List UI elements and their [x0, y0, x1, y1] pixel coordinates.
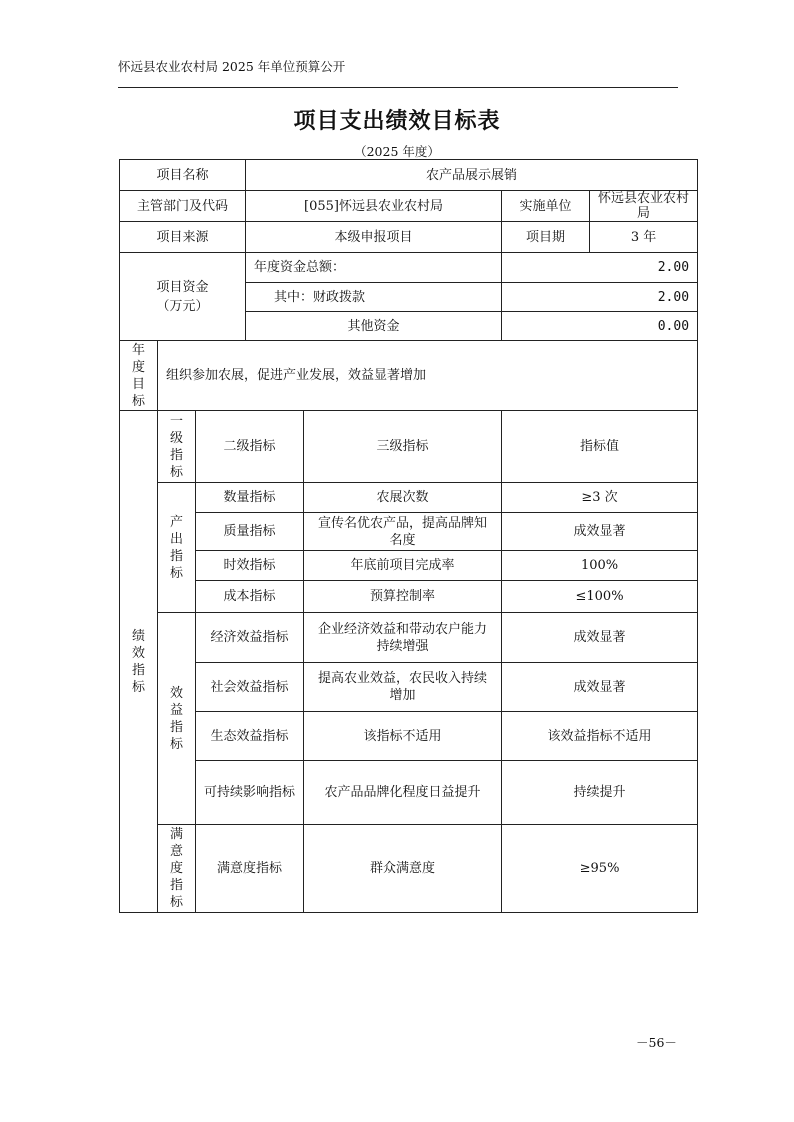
level3-cell: 宣传名优农产品，提高品牌知名度 — [304, 513, 502, 551]
level3-cell: 该指标不适用 — [304, 712, 502, 761]
row-project-name — [120, 160, 698, 191]
level2-cell: 满意度指标 — [196, 825, 304, 913]
row-annual-goal — [120, 341, 698, 411]
funds-other-value: 0.00 — [502, 312, 698, 341]
table-row — [120, 483, 698, 513]
value-cell: 成效显著 — [502, 663, 698, 712]
value-cell: 成效显著 — [502, 613, 698, 663]
performance-target-table — [119, 159, 698, 913]
level2-cell: 生态效益指标 — [196, 712, 304, 761]
level2-cell: 可持续影响指标 — [196, 761, 304, 825]
level1-header: 一 级 指 标 — [158, 411, 196, 483]
row-department — [120, 191, 698, 222]
level3-cell: 群众满意度 — [304, 825, 502, 913]
dept-label: 主管部门及代码 — [120, 191, 246, 222]
table-row — [120, 712, 698, 761]
period-label: 项目期 — [502, 222, 590, 253]
page-number: －56－ — [636, 1035, 677, 1050]
page-title: 项目支出绩效目标表 — [293, 109, 501, 134]
level2-cell: 社会效益指标 — [196, 663, 304, 712]
source-label: 项目来源 — [120, 222, 246, 253]
value-cell: 持续提升 — [502, 761, 698, 825]
annual-goal-label: 年 度 目 标 — [120, 341, 158, 411]
level3-cell: 年底前项目完成率 — [304, 551, 502, 581]
level2-cell: 成本指标 — [196, 581, 304, 613]
impl-value: 怀远县农业农村局 — [590, 191, 698, 222]
level3-cell: 企业经济效益和带动农户能力持续增强 — [304, 613, 502, 663]
value-cell: 100% — [502, 551, 698, 581]
table-row — [120, 581, 698, 613]
funds-total-value: 2.00 — [502, 253, 698, 283]
level2-cell: 经济效益指标 — [196, 613, 304, 663]
impl-label: 实施单位 — [502, 191, 590, 222]
page-header: 怀远县农业农村局 2025 年单位预算公开 — [118, 59, 346, 74]
table-row — [120, 663, 698, 712]
row-source — [120, 222, 698, 253]
table-row — [120, 513, 698, 551]
table-row — [120, 761, 698, 825]
annual-goal-text: 组织参加农展，促进产业发展，效益显著增加 — [158, 341, 698, 411]
fiscal-year-subtitle: （2025 年度） — [354, 144, 440, 159]
dept-value: [055]怀远县农业农村局 — [246, 191, 502, 222]
funds-total-label: 年度资金总额： — [246, 253, 502, 283]
level3-header: 三级指标 — [304, 411, 502, 483]
level3-cell: 提高农业效益，农民收入持续增加 — [304, 663, 502, 712]
project-name-label: 项目名称 — [120, 160, 246, 191]
level2-cell: 时效指标 — [196, 551, 304, 581]
value-cell: ≤100% — [502, 581, 698, 613]
header-rule — [118, 87, 678, 88]
row-performance-header — [120, 411, 698, 483]
level2-cell: 质量指标 — [196, 513, 304, 551]
table-row — [120, 825, 698, 913]
funds-other-label: 其他资金 — [246, 312, 502, 341]
value-cell: 成效显著 — [502, 513, 698, 551]
value-cell: 该效益指标不适用 — [502, 712, 698, 761]
level3-cell: 农展次数 — [304, 483, 502, 513]
table-row — [120, 551, 698, 581]
value-cell: ≥95% — [502, 825, 698, 913]
output-indicators-label: 产 出 指 标 — [158, 483, 196, 613]
satisfaction-indicators-label: 满 意 度 指 标 — [158, 825, 196, 913]
project-name-value: 农产品展示展销 — [246, 160, 698, 191]
funds-label: 项目资金 （万元） — [120, 253, 246, 341]
table-row — [120, 613, 698, 663]
funds-fiscal-value: 2.00 — [502, 283, 698, 312]
benefit-indicators-label: 效 益 指 标 — [158, 613, 196, 825]
performance-label: 绩 效 指 标 — [120, 411, 158, 913]
level2-header: 二级指标 — [196, 411, 304, 483]
source-value: 本级申报项目 — [246, 222, 502, 253]
value-header: 指标值 — [502, 411, 698, 483]
level3-cell: 预算控制率 — [304, 581, 502, 613]
value-cell: ≥3 次 — [502, 483, 698, 513]
funds-fiscal-label: 其中：财政拨款 — [246, 283, 502, 312]
level2-cell: 数量指标 — [196, 483, 304, 513]
period-value: 3 年 — [590, 222, 698, 253]
level3-cell: 农产品品牌化程度日益提升 — [304, 761, 502, 825]
row-funds-total — [120, 253, 698, 283]
